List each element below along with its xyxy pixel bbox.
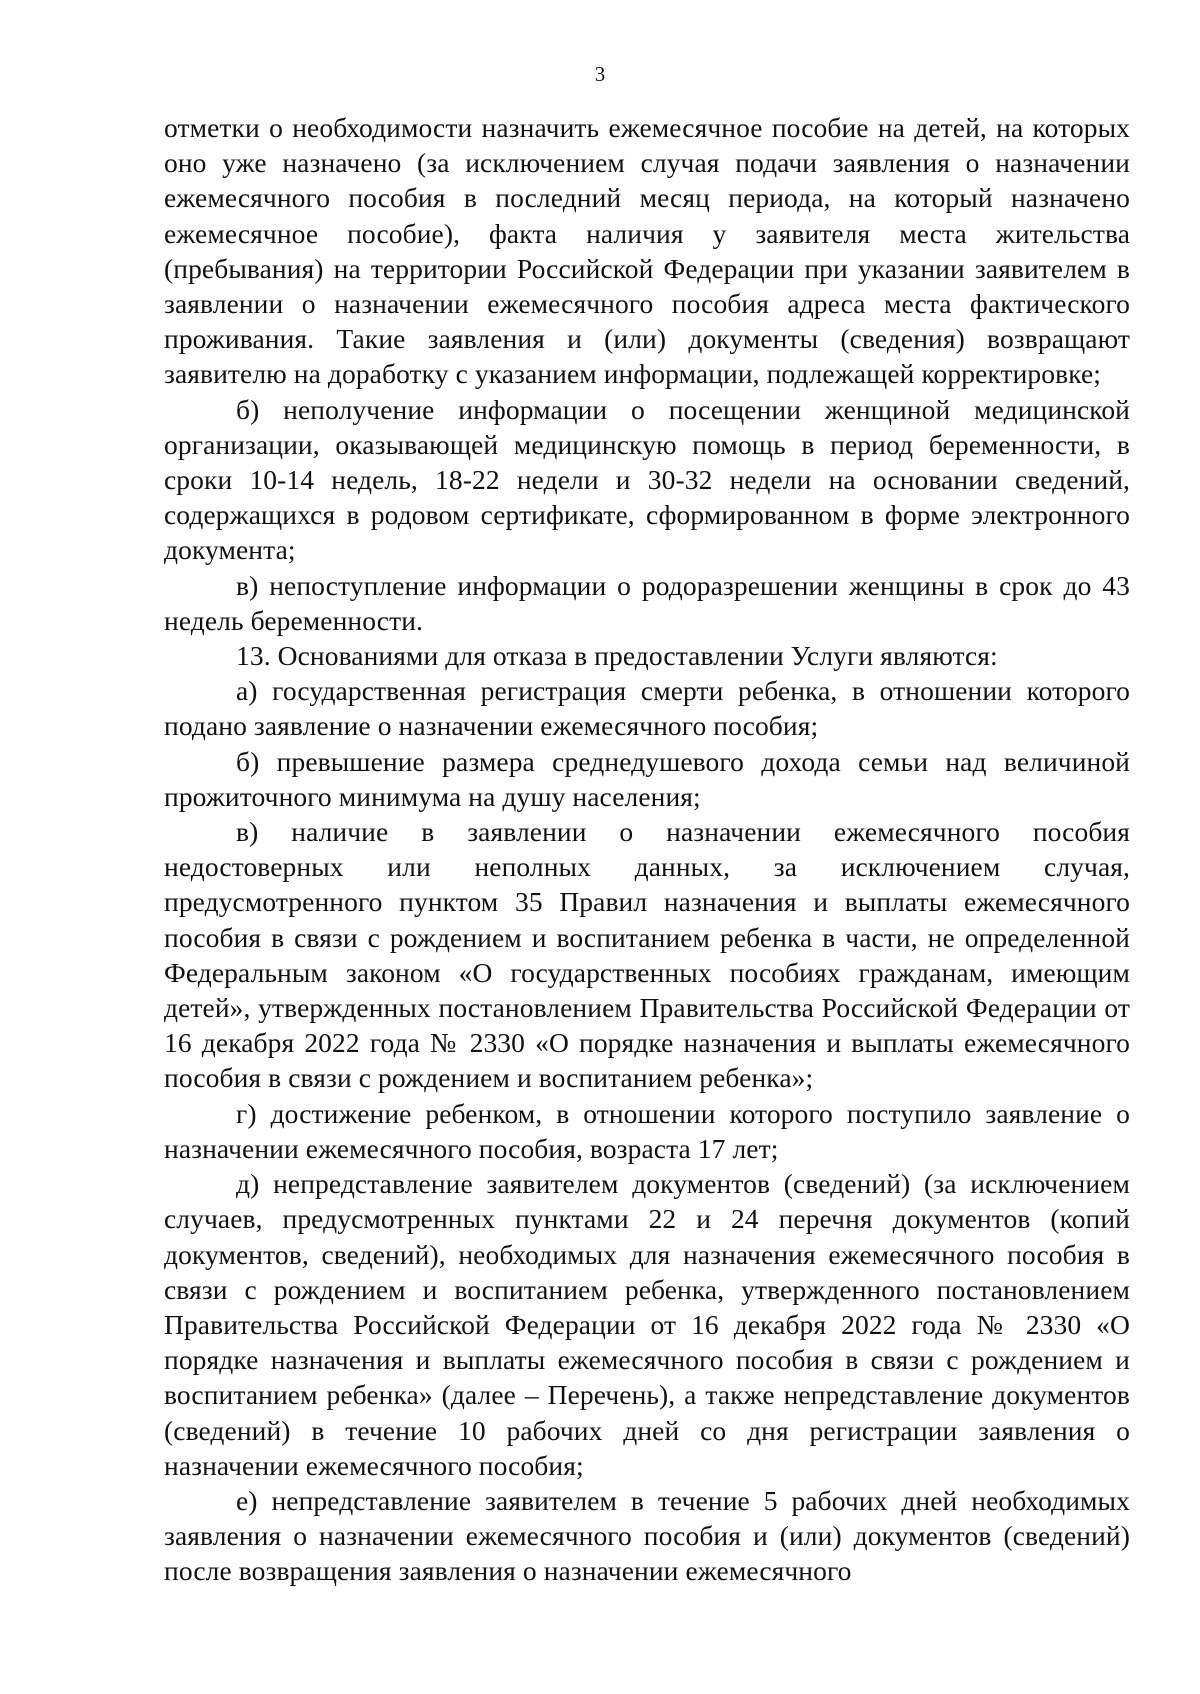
paragraph-item-a: а) государственная регистрация смерти ребенка, в отношении которого подано заявление о назначении ежемесячного пособия; <box>164 675 1130 742</box>
paragraph-item-b: б) превышение размера среднедушевого дохода семьи над величиной прожиточного минимума на душу населения; <box>164 745 1130 812</box>
paragraph-item-e: е) непредставление заявителем в течение 5 рабочих дней необходимых заявления о назначении ежемесячного пособия и (или) документов (сведений) после возвращения заявления о назначении ежемесячного <box>164 1484 1130 1587</box>
document-body <box>164 110 1130 1589</box>
paragraph-item-v: в) наличие в заявлении о назначении ежемесячного пособия недостоверных или неполных данных, за исключением случая, предусмотренного пунктом 35 Правил назначения и выплаты ежемесячного пособия в связи с рождением и воспитанием ребенка в части, не определенной Федеральным законом «О государственных пособиях гражданам, имеющим детей», утвержденных постановлением Правительства Российской Федерации от 16 декабря 2022 года № 2330 «О порядке назначения и выплаты ежемесячного пособия в связи с рождением и воспитанием ребенка»; <box>164 816 1130 1094</box>
paragraph-item-b-info: б) неполучение информации о посещении женщиной медицинской организации, оказывающей медицинскую помощь в период беременности, в сроки 10-14 недель, 18-22 недели и 30-32 недели на основании сведений, содержащихся в родовом сертификате, сформированном в форме электронного документа; <box>164 393 1130 566</box>
paragraph-item-g: г) достижение ребенком, в отношении которого поступило заявление о назначении ежемесячного пособия, возраста 17 лет; <box>164 1097 1130 1164</box>
paragraph-item-v-info: в) непоступление информации о родоразрешении женщины в срок до 43 недель беременности. <box>164 569 1130 636</box>
paragraph-continuation: отметки о необходимости назначить ежемесячное пособие на детей, на которых оно уже назначено (за исключением случая подачи заявления о назначении ежемесячного пособия в последний месяц периода, на который назначено ежемесячное пособие), факта наличия у заявителя места жительства (пребывания) на территории Российской Федерации при указании заявителем в заявлении о назначении ежемесячного пособия адреса места фактического проживания. Такие заявления и (или) документы (сведения) возвращают заявителю на доработку с указанием информации, подлежащей корректировке; <box>164 112 1130 390</box>
page-number: 3 <box>594 62 606 86</box>
paragraph-item-d: д) непредставление заявителем документов (сведений) (за исключением случаев, предусмотренных пунктами 22 и 24 перечня документов (копий документов, сведений), необходимых для назначения ежемесячного пособия в связи с рождением и воспитанием ребенка, утвержденного постановлением Правительства Российской Федерации от 16 декабря 2022 года № 2330 «О порядке назначения и выплаты ежемесячного пособия в связи с рождением и воспитанием ребенка» (далее – Перечень), а также непредставление документов (сведений) в течение 10 рабочих дней со дня регистрации заявления о назначении ежемесячного пособия; <box>164 1168 1130 1481</box>
paragraph-section-13: 13. Основаниями для отказа в предоставлении Услуги являются: <box>236 640 998 672</box>
